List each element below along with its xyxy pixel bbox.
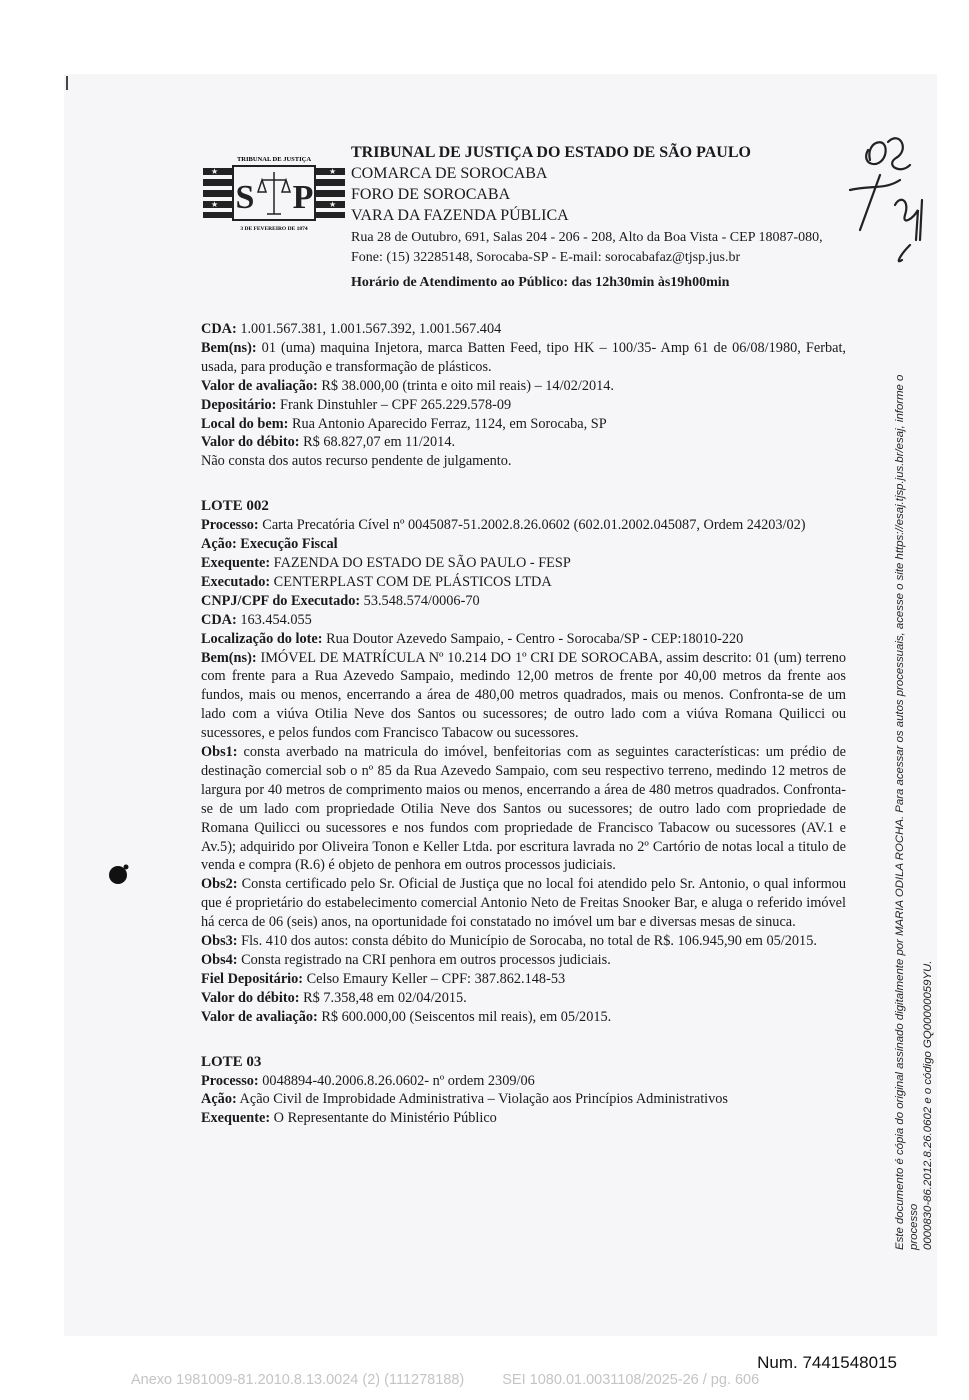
foro-name: FORO DE SOROCABA	[351, 186, 511, 203]
lote-002-obs3: Obs3: Fls. 410 dos autos: consta débito do Município de Sorocaba, no total de R$. 106.945,90 em 05/2015.	[201, 933, 817, 950]
logo-letter-p: P	[292, 179, 314, 216]
lote-002-fiel: Fiel Depositário: Celso Emaury Keller – CPF: 387.862.148-53	[201, 970, 566, 987]
signature-note-line-2: 0000830-86.2012.8.26.0602 e o código GQ00000059YU.	[922, 960, 934, 1250]
lote-03-acao: Ação: Ação Civil de Improbidade Administrativa – Violação aos Princípios Administrativos	[201, 1091, 728, 1108]
lote-002-cda: CDA: 163.454.055	[201, 611, 312, 628]
comarca-name: COMARCA DE SOROCABA	[351, 165, 548, 182]
lote-002-localizacao: Localização do lote: Rua Doutor Azevedo Sampaio, - Centro - Sorocaba/SP - CEP:18010-220	[201, 630, 744, 647]
lote-03-title: LOTE 03	[201, 1053, 262, 1070]
lote-002-executado: Executado: CENTERPLAST COM DE PLÁSTICOS LTDA	[201, 573, 552, 590]
lote-002-processo: Processo: Carta Precatória Cível nº 0045087-51.2002.8.26.0602 (602.01.2002.045087, Ordem 24203/02)	[201, 517, 806, 534]
lote-002-debito: Valor do débito: R$ 7.358,48 em 02/04/2015.	[201, 989, 467, 1006]
office-hours: Horário de Atendimento ao Público: das 12h30min às19h00min	[351, 275, 730, 290]
page-number-a: 98	[852, 150, 853, 151]
lote-002-avaliacao: Valor de avaliação: R$ 600.000,00 (Seiscentos mil reais), em 05/2015.	[201, 1008, 612, 1025]
handwritten-initials	[840, 120, 940, 270]
document-body	[201, 320, 846, 1128]
logo-bottom-text: 3 DE FEVEREIRO DE 1874	[240, 226, 308, 232]
scan-mark	[66, 76, 68, 90]
svg-text:★: ★	[211, 167, 219, 176]
prev-cda: CDA: 1.001.567.381, 1.001.567.392, 1.001.567.404	[201, 321, 502, 337]
footer	[131, 1372, 759, 1388]
lote-03-processo: Processo: 0048894-40.2006.8.26.0602- nº ordem 2309/06	[201, 1072, 535, 1089]
lote-03-exequente: Exequente: O Representante do Ministério Público	[201, 1110, 497, 1127]
prev-debito: Valor do débito: R$ 68.827,07 em 11/2014.	[201, 434, 456, 451]
vara-name: VARA DA FAZENDA PÚBLICA	[351, 207, 569, 224]
svg-text:★: ★	[329, 200, 337, 209]
court-address: Rua 28 de Outubro, 691, Salas 204 - 206 - 208, Alto da Boa Vista - CEP 18087-080, Fone: (15) 32285148, Sorocaba-SP - E-mail: sorocabafaz@tjsp.jus.br	[351, 230, 823, 265]
prev-recurso: Não consta dos autos recurso pendente de julgamento.	[201, 453, 512, 470]
logo-letter-s: S	[235, 179, 255, 216]
lote-002-obs4: Obs4: Consta registrado na CRI penhora em outros processos judiciais.	[201, 952, 611, 968]
court-logo	[203, 152, 345, 234]
prev-local: Local do bem: Rua Antonio Aparecido Ferraz, 1124, em Sorocaba, SP	[201, 415, 607, 432]
logo-top-text: TRIBUNAL DE JUSTIÇA	[236, 156, 312, 163]
lote-002-obs1: Obs1: consta averbado na matricula do imóvel, benfeitorias com as seguintes características: um prédio de destinação comercial sob o nº 85 da Rua Azevedo Sampaio, com seu respectivo terreno, medindo 12 metros de largura por 40 metros de comprimento maios ou menos, encerrando a área de 480 metros quadrados. Confronta-se de um lado com propriedade Otilia Neve dos Santos ou sucessores; de outro lado com propriedade de Romana Quilicci ou sucessores e nos fundos com propriedade de Francisco Tabacow ou sucessores (AV.1 e Av.5); adquirido por Oliveira Tonon e Keller Ltda. por escritura lavrada no 2º Cartório de notas local a titulo de venda e compra (R.6) é objeto de penhora em outros processos judiciais.	[201, 744, 846, 874]
lote-002-title: LOTE 002	[201, 498, 269, 515]
digital-signature-note	[893, 370, 935, 1250]
document-number: Num. 7441548015	[757, 1353, 897, 1372]
lote-002-bens: Bem(ns): IMÓVEL DE MATRÍCULA Nº 10.214 DO 1º CRI DE SOROCABA, assim descrito: 01 (um) terreno com frente para a Rua Azevedo Sampaio, medindo 12,00 metros de frente por 40,00 metros da frente aos fundos, mais ou menos, encerrando a área de 480,00 metros quadrados, mais ou menos. Confronta-se de um lado com a viúva Otilia Neve dos Santos ou sucessores; de outro lado com a viúva Romana Quilicci ou sucessores, e pelos fundos com Francisco Tabacow ou sucessores.	[201, 649, 846, 742]
svg-text:★: ★	[329, 167, 337, 176]
footer-annex: Anexo 1981009-81.2010.8.13.0024 (2) (111278188)	[131, 1372, 465, 1388]
lote-002-acao: Ação: Execução Fiscal	[201, 536, 338, 553]
lote-002-obs2: Obs2: Consta certificado pelo Sr. Oficial de Justiça que no local foi atendido pelo Sr. Antonio, o qual informou que é proprietário do estabelecimento comercial Antonio Neto de Freitas Snooker Bar, e aluga o referido imóvel há cerca de 06 (seis) anos, na oportunidade foi constatado no imóvel um bar e diversas mesas de sinuca.	[201, 876, 846, 931]
page-number-b: 671	[852, 160, 854, 161]
footer-sei: SEI 1080.01.0031108/2025-26 / pg. 606	[502, 1372, 760, 1388]
lote-002-exequente: Exequente: FAZENDA DO ESTADO DE SÃO PAULO - FESP	[201, 554, 571, 571]
document-header	[351, 142, 841, 293]
prev-depositario: Depositário: Frank Dinstuhler – CPF 265.229.578-09	[201, 396, 512, 413]
lote-002-cnpj: CNPJ/CPF do Executado: 53.548.574/0006-70	[201, 592, 480, 609]
svg-text:★: ★	[211, 200, 219, 209]
signature-note-line-1: Este documento é cópia do original assinado digitalmente por MARIA ODILA ROCHA. Para acessar os autos processuais, acesse o site https://esaj.tjsp.jus.br/esaj, informe o processo	[894, 374, 920, 1250]
prev-bens: Bem(ns): 01 (uma) maquina Injetora, marca Batten Feed, tipo HK – 100/35- Amp 61 de 06/08/1980, Ferbat, usada, para produção e transformação de plásticos.	[201, 339, 846, 375]
court-name: TRIBUNAL DE JUSTIÇA DO ESTADO DE SÃO PAULO	[351, 144, 751, 161]
prev-avaliacao: Valor de avaliação: R$ 38.000,00 (trinta e oito mil reais) – 14/02/2014.	[201, 377, 614, 394]
ink-blot-icon	[106, 862, 130, 886]
